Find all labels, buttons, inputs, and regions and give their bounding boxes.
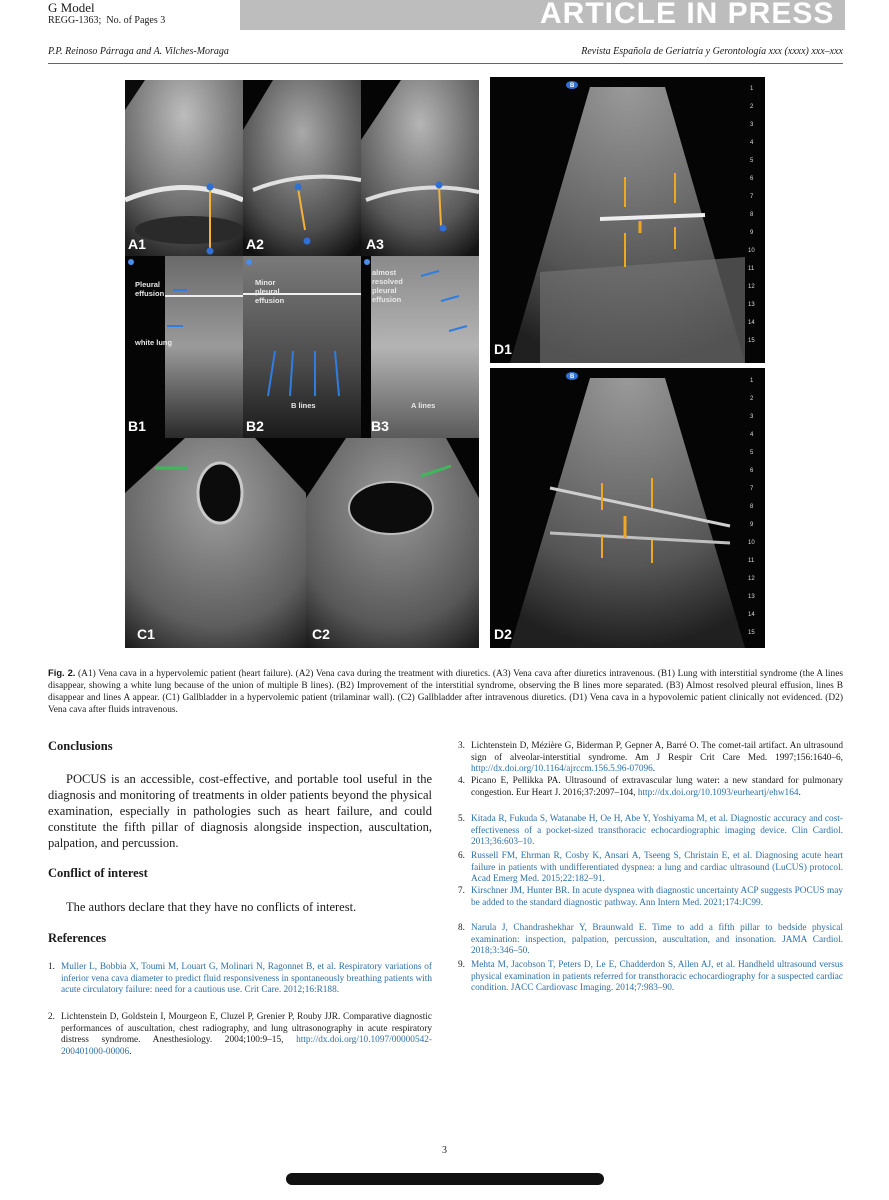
scale-tick: 10 <box>748 248 755 254</box>
conflict-heading: Conflict of interest <box>48 866 148 880</box>
ultrasound-panel-a2 <box>243 80 361 256</box>
manuscript-code <box>48 15 165 26</box>
page-count: No. of Pages 3 <box>106 15 166 26</box>
scale-tick: 5 <box>750 158 754 164</box>
ultrasound-image-d2 <box>490 368 765 648</box>
probe-marker-d1: B <box>570 83 575 89</box>
scale-tick: 3 <box>750 414 754 420</box>
header-rule <box>48 63 843 64</box>
reference-doi-link[interactable]: http://dx.doi.org/10.1164/ajrccm.156.5.96-07096 <box>471 764 653 774</box>
reference-doi-link[interactable]: http://dx.doi.org/10.1093/eurheartj/ehw164 <box>637 787 799 798</box>
scale-tick: 6 <box>750 468 754 474</box>
conclusions-paragraph: POCUS is an accessible, cost-effective, and portable tool useful in the diagnosis and monitoring of treatments in older patients beyond the physical examination, especially in pathologies such as heart failure, and could constitute the fifth pillar of diagnosis alongside inspection, auscultation, palpation, and percussion. <box>48 772 432 850</box>
scale-tick: 5 <box>750 450 754 456</box>
panel-label-a1: A1 <box>128 236 146 252</box>
reference-number: 6. <box>458 851 465 861</box>
ultrasound-panel-c1 <box>125 438 306 648</box>
conflict-paragraph: The authors declare that they have no conflicts of interest. <box>66 900 357 914</box>
scale-tick: 12 <box>748 284 755 290</box>
reference-text: Lichtenstein D, Mézière G, Biderman P, Gepner A, Barré O. The comet-tail artifact. An ultrasound sign of alveolar-interstitial syndrome. Am J Respir Crit Care Med. 1997;156:1640–6, <box>471 741 843 763</box>
scale-tick: 12 <box>748 576 755 582</box>
running-authors: P.P. Reinoso Párraga and A. Vilches-Moraga <box>48 46 229 57</box>
annotation-almost-resolved: almost resolved pleural effusion <box>372 268 403 304</box>
reference-item <box>48 962 432 997</box>
scale-tick: 8 <box>750 504 754 510</box>
scale-tick: 8 <box>750 212 754 218</box>
home-indicator[interactable] <box>286 1173 604 1185</box>
scale-tick: 9 <box>750 230 754 236</box>
scale-tick: 7 <box>750 194 754 200</box>
reference-text[interactable]: Muller L, Bobbia X, Toumi M, Louart G, Molinari N, Ragonnet B, et al. Respiratory variations of inferior vena cava diameter to predict fluid responsiveness in spontaneously breathing patients with acute circulatory failure: need for a cautious use. Crit Care. 2012;16:R188. <box>61 962 432 995</box>
caption-text: (A1) Vena cava in a hypervolemic patient (heart failure). (A2) Vena cava during the treatment with diuretics. (A3) Vena cava after diuretics intravenous. (B1) Lung with interstitial syndrome (the A lines disappear, showing a white lung because of the union of multiple B lines). (B2) Improvement of the interstitial syndrome, observing the B lines more separated. (B3) Almost resolved pleural effusion, lines B disappear and lines A appear. (C1) Gallbladder in a hypervolemic patient (trilaminar wall). (C2) Gallbladder after intravenous diuretics. (D1) Vena cava in a hypovolemic patient clinically not evidenced. (D2) Vena cava after fluids intravenous. <box>48 669 844 715</box>
panel-label-c2: C2 <box>312 626 330 642</box>
scale-tick: 11 <box>748 558 755 564</box>
scale-tick: 15 <box>748 338 755 344</box>
ultrasound-panel-d2 <box>490 368 765 648</box>
reference-number: 7. <box>458 886 465 896</box>
scale-tick: 4 <box>750 432 754 438</box>
scale-tick: 1 <box>750 378 754 384</box>
reference-text[interactable]: Kitada R, Fukuda S, Watanabe H, Oe H, Abe Y, Yoshiyama M, et al. Diagnostic accuracy and cost-effectiveness of a pocket-sized transthoracic echocardiographic imaging device. Clin Cardiol. 2013;36:603–10. <box>471 814 843 847</box>
manuscript-id: REGG-1363; <box>48 15 102 26</box>
reference-number: 9. <box>458 960 465 970</box>
ultrasound-image-a2 <box>243 80 361 256</box>
reference-item <box>458 814 843 849</box>
reference-number: 4. <box>458 776 465 786</box>
reference-doi-link[interactable]: http://dx.doi.org/10.1097/00000542-200401000-00006 <box>61 1035 432 1057</box>
scale-tick: 13 <box>748 594 755 600</box>
ultrasound-panel-d1 <box>490 77 765 363</box>
scale-tick: 7 <box>750 486 754 492</box>
reference-item <box>458 886 843 909</box>
running-journal: Revista Española de Geriatría y Gerontología xxx (xxxx) xxx–xxx <box>581 46 843 57</box>
reference-item <box>458 741 843 776</box>
reference-number: 2. <box>48 1012 55 1022</box>
ultrasound-panel-b3 <box>361 256 479 438</box>
reference-tail: . <box>798 787 801 798</box>
annotation-b-lines: B lines <box>291 401 316 410</box>
panel-label-b2: B2 <box>246 418 264 434</box>
panel-label-a2: A2 <box>246 236 264 252</box>
reference-item <box>458 851 843 886</box>
caption-label: Fig. 2. <box>48 667 76 678</box>
scale-tick: 1 <box>750 86 754 92</box>
article-in-press-banner: ARTICLE IN PRESS <box>540 0 835 30</box>
reference-number: 3. <box>458 741 465 751</box>
panel-label-d1: D1 <box>494 341 512 357</box>
reference-number: 1. <box>48 962 55 972</box>
annotation-white-lung: white lung <box>135 338 173 347</box>
reference-text[interactable]: Kirschner JM, Hunter BR. In acute dyspnea with diagnostic uncertainty ACP suggests POCUS may be added to the standard diagnostic pathway. Ann Intern Med. 2021;174:JC99. <box>471 886 843 908</box>
ultrasound-panel-a3 <box>361 80 479 256</box>
panel-label-c1: C1 <box>137 626 155 642</box>
scale-tick: 2 <box>750 104 754 110</box>
references-heading: References <box>48 931 107 945</box>
reference-text: Lichtenstein D, Goldstein I, Mourgeon E, Cluzel P, Grenier P, Rouby JJR. Comparative diagnostic performances of auscultation, chest radiography, and lung ultrasonography in acute respiratory distress syndrome. Anesthesiology. 2004;100:9–15, <box>61 1012 432 1045</box>
panel-label-a3: A3 <box>366 236 384 252</box>
ultrasound-panel-a1 <box>125 80 243 256</box>
panel-label-b3: B3 <box>371 418 389 434</box>
ultrasound-image-a1 <box>125 80 243 256</box>
article-in-press-band <box>240 0 845 30</box>
conclusions-heading: Conclusions <box>48 739 113 753</box>
annotation-minor-pleural-effusion: Minor pleural effusion <box>255 278 285 305</box>
reference-text[interactable]: Russell FM, Ehrman R, Cosby K, Ansari A, Tseeng S, Christain E, et al. Diagnosing acute heart failure in patients with undifferentiated dyspnea: a lung and cardiac ultrasound (LuCUS) protocol. Acad Emerg Med. 2015;22:182–91. <box>471 851 843 884</box>
scale-tick: 4 <box>750 140 754 146</box>
panel-label-d2: D2 <box>494 626 512 642</box>
reference-text[interactable]: Narula J, Chandrashekhar Y, Braunwald E. Time to add a fifth pillar to bedside physical examination: inspection, palpation, percussion, auscultation, and insonation. JAMA Cardiol. 2018;3:346–50. <box>471 923 843 956</box>
ultrasound-panel-b2 <box>243 256 361 438</box>
reference-tail: . <box>652 764 656 774</box>
scale-tick: 10 <box>748 540 755 546</box>
scale-tick: 2 <box>750 396 754 402</box>
reference-item <box>48 1012 432 1058</box>
ultrasound-panel-b1 <box>125 256 243 438</box>
reference-item <box>458 960 843 995</box>
ultrasound-image-c1 <box>125 438 306 648</box>
annotation-a-lines: A lines <box>411 401 436 410</box>
scale-tick: 13 <box>748 302 755 308</box>
reference-text: Picano E, Pellikka PA. Ultrasound of extravascular lung water: a new standard for pulmonary congestion. Eur Heart J. 2016;37:2097–104, <box>471 776 843 798</box>
ultrasound-image-c2 <box>306 438 479 648</box>
ultrasound-panel-c2 <box>306 438 479 648</box>
scale-tick: 3 <box>750 122 754 128</box>
ultrasound-image-a3 <box>361 80 479 256</box>
reference-number: 8. <box>458 923 465 933</box>
panel-label-b1: B1 <box>128 418 146 434</box>
scale-tick: 6 <box>750 176 754 182</box>
g-model-label: G Model <box>48 0 95 15</box>
page-number: 3 <box>442 1145 447 1156</box>
probe-marker-d2: B <box>570 374 575 380</box>
scale-tick: 11 <box>748 266 755 272</box>
reference-item <box>458 776 843 799</box>
scale-tick: 14 <box>748 320 755 326</box>
scale-tick: 15 <box>748 630 755 636</box>
ultrasound-image-d1 <box>490 77 765 363</box>
scale-tick: 14 <box>748 612 755 618</box>
reference-item <box>458 923 843 958</box>
reference-text[interactable]: Mehta M, Jacobson T, Peters D, Le E, Chadderdon S, Allen AJ, et al. Handheld ultrasound versus physical examination in patients referred for transthoracic echocardiography for a suspected cardiac condition. JACC Cardiovasc Imaging. 2014;7:983–90. <box>471 960 843 993</box>
reference-number: 5. <box>458 814 465 824</box>
annotation-pleural-effusion: Pleural effusion <box>135 280 165 298</box>
figure-caption <box>48 667 843 716</box>
reference-tail: . <box>129 1046 132 1057</box>
scale-tick: 9 <box>750 522 754 528</box>
